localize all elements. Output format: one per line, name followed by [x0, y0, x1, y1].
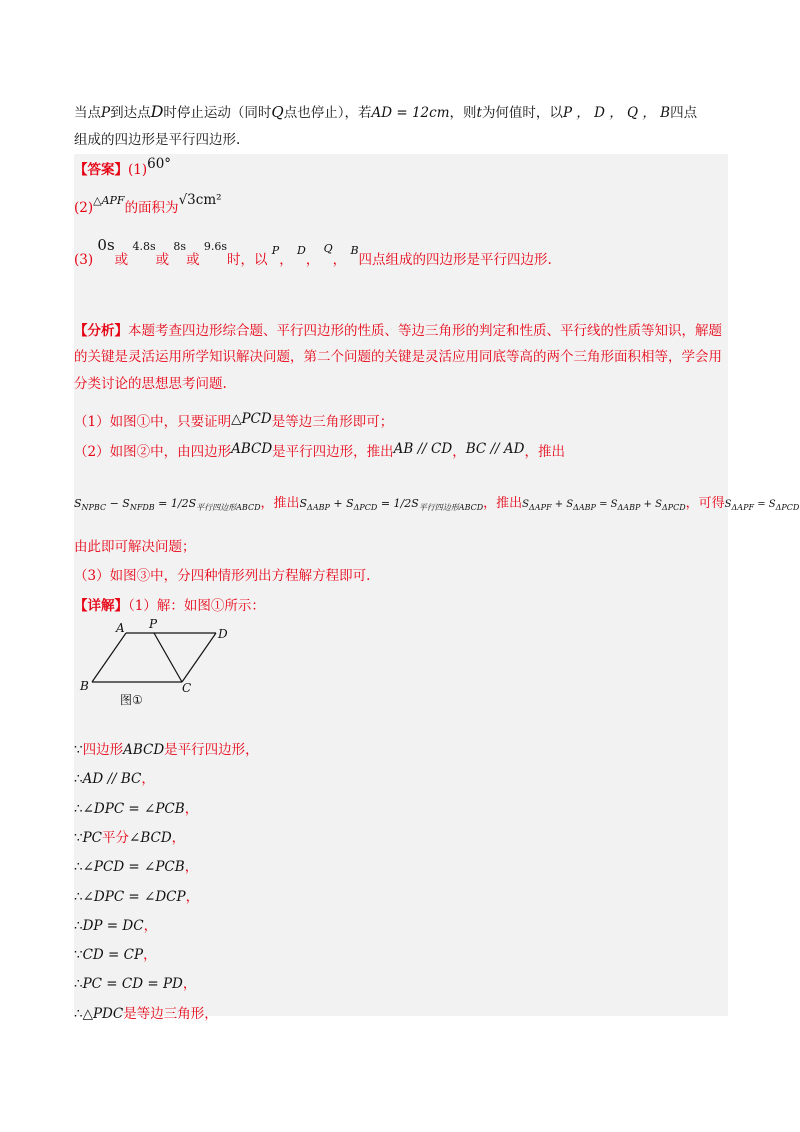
text: 是平行四边形，推出 — [272, 444, 394, 460]
step-text: ， — [143, 917, 158, 934]
formula-op: = — [154, 497, 171, 510]
segment-pc — [154, 633, 182, 682]
text: 时停止运动（同时 — [163, 105, 272, 121]
text: ，可得 — [685, 496, 725, 511]
step-text: 四边形 — [82, 742, 124, 758]
formula-s: S — [74, 497, 82, 510]
math-t: t — [476, 105, 482, 121]
logic-symbol: ∴ — [74, 771, 83, 788]
answer-num: (2) — [74, 200, 94, 216]
formula-op: = S — [754, 499, 776, 510]
answer-value: √3cm² — [178, 192, 222, 208]
formula-op: = — [377, 497, 394, 510]
math-bc-ad: BC // AD — [465, 441, 525, 457]
text: 四点 — [670, 105, 698, 121]
logic-symbol: ∵ — [74, 829, 83, 846]
formula-half: 1/2 — [170, 497, 189, 510]
step-text: 是等边三角形， — [123, 1005, 218, 1022]
text: ， — [452, 444, 466, 460]
proof-step — [74, 972, 196, 992]
formula-sub: ΔPCD — [775, 503, 800, 512]
proof-step — [74, 797, 198, 817]
text: ， — [279, 252, 293, 268]
step-math: DP = DC — [82, 917, 144, 934]
figure-1-parallelogram — [78, 618, 238, 708]
text: （2）如图②中，由四边形 — [74, 444, 232, 460]
answer-label: 【答案】 — [74, 162, 128, 178]
text: ，则 — [449, 105, 477, 121]
math-q: Q — [271, 103, 284, 121]
formula-s: S — [188, 497, 197, 510]
step-text: ， — [185, 888, 200, 905]
step-math: ∠DPC = ∠PCB — [82, 800, 185, 817]
answer-num: (3) — [74, 252, 94, 268]
formula-op: + S — [640, 499, 662, 510]
logic-symbol: ∴ — [74, 917, 83, 934]
formula-op: = S — [595, 499, 618, 510]
step-math: PC — [82, 829, 103, 846]
step-math: △PDC — [82, 1005, 124, 1022]
detail-heading — [74, 594, 265, 614]
analysis-step-2 — [74, 440, 565, 460]
formula-op: + S — [551, 499, 574, 510]
detail-intro: （1）解：如图①所示： — [128, 598, 265, 614]
text: ，推出 — [524, 444, 565, 460]
text: （1）如图①中，只要证明 — [74, 414, 232, 430]
time-value: 9.6s — [203, 240, 227, 253]
proof-step — [74, 943, 157, 963]
text: ， — [305, 252, 320, 268]
formula-sub: ΔAPF — [529, 503, 552, 512]
math-p: P — [101, 105, 111, 121]
formula-sub: ΔPCD — [661, 503, 686, 512]
problem-line-2: 组成的四边形是平行四边形. — [74, 132, 241, 149]
formula-sub: 平行四边形ABCD — [196, 503, 261, 513]
time-value: 0s — [97, 236, 115, 254]
math-abcd: ABCD — [231, 441, 273, 457]
answer-num: (1) — [128, 162, 148, 178]
analysis-step-3: （3）如图③中，分四种情形列出方程解方程即可. — [74, 568, 371, 584]
formula-sub: ΔPCD — [353, 503, 378, 513]
analysis-step-1 — [74, 410, 393, 430]
formula-op: + S — [329, 497, 354, 510]
step-text: ， — [184, 800, 199, 817]
answer-text: 的面积为 — [124, 200, 179, 216]
point-p-label: P — [149, 618, 158, 631]
point-c-label: C — [182, 681, 192, 695]
segment-dc — [182, 633, 216, 682]
text: 到达点 — [110, 105, 151, 121]
text: 四点组成的四边形是平行四边形. — [358, 252, 552, 268]
step-math: PC = CD = PD — [82, 976, 183, 993]
analysis-step-2-end: 由此即可解决问题； — [74, 539, 196, 555]
text: 或 — [114, 252, 129, 268]
text: 时，以 — [227, 252, 268, 268]
proof-step — [74, 885, 199, 905]
problem-line-1 — [74, 96, 734, 127]
math-ad: AD = 12cm — [371, 105, 450, 121]
logic-symbol: ∴ — [74, 888, 83, 905]
analysis-label: 【分析】 — [74, 323, 128, 339]
formula-s: S — [724, 499, 732, 510]
detail-label: 【详解】 — [74, 598, 128, 614]
step-text: 平分 — [102, 829, 130, 846]
formula-s: S — [411, 497, 419, 510]
formula-sub: ΔABP — [573, 503, 596, 512]
formula-s: S — [522, 499, 530, 510]
step-math: ∠DPC = ∠DCP — [82, 888, 186, 905]
math-d: D — [297, 244, 306, 257]
text: 是等边三角形即可； — [271, 414, 394, 430]
math-points: P ， D ， Q ， B — [562, 105, 671, 121]
analysis-paragraph — [74, 318, 724, 397]
answer-line-2 — [74, 192, 222, 216]
math-p: P — [271, 244, 280, 257]
text: ，推出 — [260, 496, 300, 511]
logic-symbol: ∵ — [74, 742, 83, 758]
point-b-label: B — [80, 679, 89, 693]
text: 点也停止），若 — [283, 105, 372, 121]
logic-symbol: ∴ — [74, 800, 83, 817]
step-math: AD // BC — [82, 771, 142, 788]
step-text: 是平行四边形， — [164, 742, 259, 758]
text: 为何值时，以 — [481, 105, 563, 121]
proof-step — [74, 826, 185, 846]
logic-symbol: ∴ — [74, 976, 83, 993]
proof-step — [74, 1002, 218, 1022]
formula-sub: ΔABP — [617, 503, 641, 512]
step-text: ， — [141, 771, 155, 788]
text: 当点 — [74, 105, 101, 121]
math-d: D — [150, 102, 164, 121]
logic-symbol: ∵ — [74, 947, 83, 964]
step-text: ， — [184, 859, 199, 876]
step-text: ， — [182, 976, 197, 993]
step-math: ABCD — [123, 742, 165, 758]
math-q: Q — [323, 242, 333, 255]
time-value: 4.8s — [132, 240, 156, 253]
formula-sub: ΔABP — [307, 503, 330, 513]
step-math: ∠PCD = ∠PCB — [82, 859, 185, 876]
formula-sub: NFDB — [129, 503, 155, 513]
proof-step — [74, 767, 155, 787]
proof-step — [74, 855, 198, 875]
answer-line-1 — [74, 158, 171, 178]
text: 或 — [186, 252, 200, 268]
math-b: B — [350, 244, 359, 257]
analysis-text: 本题考查四边形综合题、平行四边形的性质、等边三角形的判定和性质、平行线的性质等知识，解题的关键是灵活运用所学知识解决问题，第二个问题的关键是灵活应用同底等高的两个三角形面积相等，学会用分类讨论的思想思考问题. — [74, 323, 722, 392]
problem-text — [74, 96, 734, 154]
math-triangle: △PCD — [231, 411, 272, 427]
segment-ab — [92, 633, 126, 682]
logic-symbol: ∴ — [74, 1005, 83, 1022]
point-a-label: A — [116, 621, 125, 635]
step-math: CD = CP — [82, 947, 144, 964]
point-d-label: D — [218, 627, 228, 641]
answer-line-3 — [74, 236, 552, 268]
figure-caption: 图① — [120, 693, 143, 707]
time-value: 8s — [173, 240, 187, 253]
formula-sub: NPBC — [81, 503, 107, 513]
formula-sub: ΔAPF — [731, 503, 755, 512]
math-triangle: △APF — [93, 194, 125, 207]
formula-s: S — [299, 497, 308, 510]
logic-symbol: ∴ — [74, 859, 83, 876]
formula-half: 1/2 — [393, 497, 412, 510]
analysis-formula-line — [74, 492, 799, 513]
proof-step — [74, 914, 157, 934]
answer-value: 60° — [147, 156, 172, 172]
text: ，推出 — [483, 496, 523, 511]
formula-sub: 平行四边形ABCD — [418, 503, 484, 513]
text: 或 — [155, 252, 170, 268]
formula-op: − S — [106, 497, 130, 510]
proof-step — [74, 738, 259, 758]
step-text: ， — [143, 947, 157, 964]
text: ， — [332, 252, 347, 268]
step-math: ∠BCD — [129, 829, 172, 846]
step-text: ， — [171, 829, 186, 846]
math-ab-cd: AB // CD — [393, 441, 453, 457]
